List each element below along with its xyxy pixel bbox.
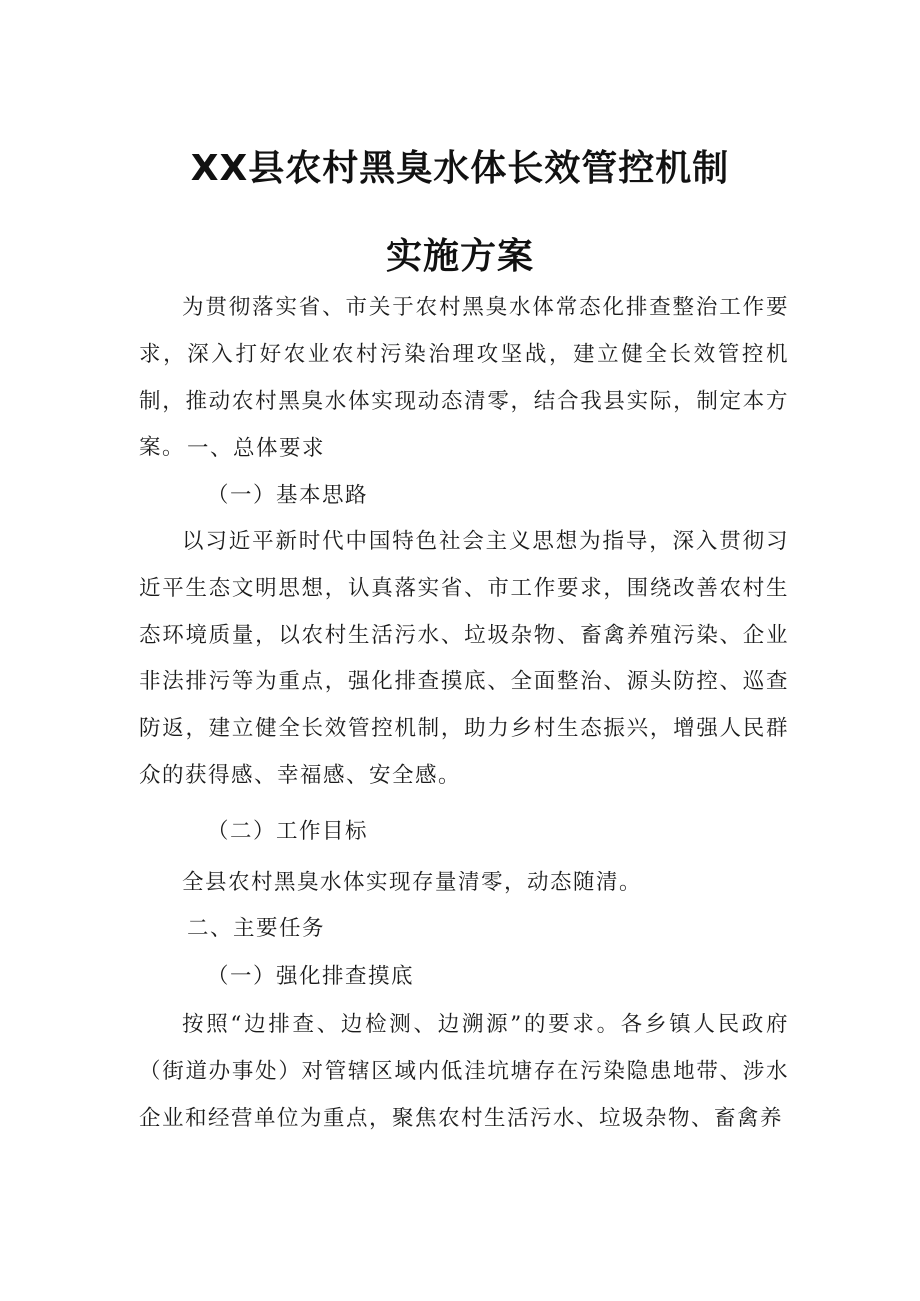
document-title-line1: XX县农村黑臭水体长效管控机制: [190, 148, 730, 189]
subsection-heading-basic-ideas: （一）基本思路: [207, 483, 369, 508]
basic-ideas-paragraph: 以习近平新时代中国特色社会主义思想为指导，深入贯彻习近平生态文明思想，认真落实省、市工作要求，围绕改善农村生态环境质量，以农村生活污水、垃圾杂物、畜禽养殖污染、企业非法排污等为重点，强化排查摸底、全面整治、源头防控、巡查防返，建立健全长效管控机制，助力乡村生态振兴，增强人民群众的获得感、幸福感、安全感。: [139, 529, 789, 788]
survey-paragraph: 按照“边排查、边检测、边溯源”的要求。各乡镇人民政府（街道办事处）对管辖区域内低洼坑塘存在污染隐患地带、涉水企业和经营单位为重点，聚焦农村生活污水、垃圾杂物、畜禽养: [139, 1012, 789, 1131]
work-goals-paragraph: 全县农村黑臭水体实现存量清零，动态随清。: [182, 870, 643, 895]
section-heading-overall-requirements: 一、总体要求: [187, 436, 326, 461]
intro-paragraph: 为贯彻落实省、市关于农村黑臭水体常态化排查整治工作要求，深入打好农业农村污染治理攻坚战，建立健全长效管控机制，推动农村黑臭水体实现动态清零，结合我县实际，制定本方案。: [139, 295, 789, 461]
section-heading-main-tasks: 二、主要任务: [187, 916, 326, 941]
subsection-heading-work-goals: （二）工作目标: [207, 819, 369, 844]
document-title-line2: 实施方案: [385, 236, 534, 277]
subsection-heading-survey: （一）强化排查摸底: [207, 964, 415, 989]
